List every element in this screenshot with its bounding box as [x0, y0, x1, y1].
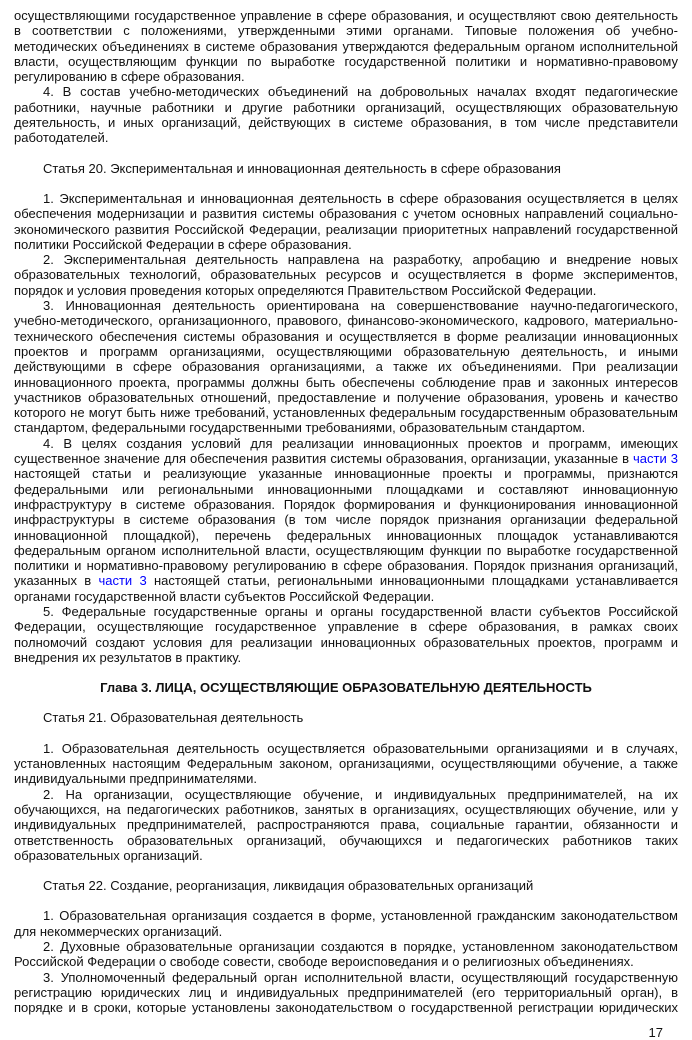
text-run: 4. В целях создания условий для реализации инновационных проектов и программ, имеющих существенное значение для обеспечения развития системы образования, организации, указанные в [14, 435, 678, 467]
paragraph [14, 908, 678, 939]
paragraph [14, 436, 678, 604]
text-run: 2. На организации, осуществляющие обучение, и индивидуальных предпринимателей, на их обучающихся, на педагогических работников, занятых в организациях, осуществляющих обучение, или у индивидуальных предпринимателей, распространяются права, социальные гарантии, обязанности и ответственность образовательных организаций, обучающихся и педагогических работников таких образовательных организаций. [14, 786, 678, 863]
article-heading [14, 710, 678, 725]
text-run: настоящей статьи и реализующие указанные инновационные проекты и программы, признаются федеральными или региональными инновационными площадками и составляют инновационную инфраструктуру в системе образования. Порядок формирования и функционирования инновационной инфраструктуры в системе образования (в том числе порядок признания организации федеральной инновационной площадкой), перечень федеральных инновационных площадок устанавливаются федеральным органом исполнительной власти, осуществляющим функции по выработке государственной политики и нормативно-правовому регулированию в сфере образования. Порядок признания организаций, указанных в [14, 466, 678, 589]
text-run: 1. Экспериментальная и инновационная деятельность в сфере образования осуществляется в целях обеспечения модернизации и развития системы образования с учетом основных направлений социально-экономического развития Российской Федерации, реализации приоритетных направлений государственной политики Российской Федерации в сфере образования. [14, 190, 678, 252]
paragraph [14, 939, 678, 970]
text-run: Глава 3. ЛИЦА, ОСУЩЕСТВЛЯЮЩИЕ ОБРАЗОВАТЕЛЬНУЮ ДЕЯТЕЛЬНОСТЬ [100, 680, 592, 696]
text-run: 2. Духовные образовательные организации создаются в порядке, установленном законодательством Российской Федерации о свободе совести, свободе вероисповедания и о религиозных объединениях. [14, 939, 678, 970]
text-run: 4. В состав учебно-методических объединений на добровольных началах входят педагогические работники, научные работники и другие работники организаций, осуществляющих образовательную деятельность, и иных организаций, действующих в системе образования, в том числе представители работодателей. [14, 84, 678, 146]
link-chasti-3-first[interactable]: части 3 [633, 451, 678, 467]
text-run: Статья 22. Создание, реорганизация, ликвидация образовательных организаций [43, 878, 534, 894]
text-run: 3. Инновационная деятельность ориентирована на совершенствование научно-педагогического, учебно-методического, организационного, правового, финансово-экономического, кадрового, материально-технического обеспечения системы образования и осуществляется в форме реализации инновационных проектов и программ организациями, осуществляющими образовательную деятельность, и иными действующими в сфере образования организациями, а также их объединениями. При реализации инновационного проекта, программы должны быть обеспечены соблюдение прав и законных интересов участников образовательных отношений, предоставление и получение образования, уровень и качество которого не могут быть ниже требований, установленных федеральным государственным образовательным стандартом, федеральными государственными требованиями, образовательным стандартом. [14, 298, 678, 436]
text-run: 2. Экспериментальная деятельность направлена на разработку, апробацию и внедрение новых образовательных технологий, образовательных ресурсов и осуществляется в форме экспериментов, порядок и условия проведения которых определяются Правительством Российской Федерации. [14, 252, 678, 298]
text-run: осуществляющими государственное управление в сфере образования, и осуществляют свою деятельность в соответствии с положениями, утвержденными этими органами. Типовые положения об учебно-методических объединениях в системе образования утверждаются федеральным органом исполнительной власти, осуществляющим функции по выработке государственной политики и нормативно-правовому регулированию в сфере образования. [14, 8, 678, 85]
paragraph [14, 970, 678, 1016]
paragraph [14, 8, 678, 84]
paragraph [14, 298, 678, 436]
text-run: 1. Образовательная деятельность осуществляется образовательными организациями и в случаях, установленных настоящим Федеральным законом, организациями, осуществляющими обучение, а также индивидуальными предпринимателями. [14, 740, 678, 787]
paragraph [14, 252, 678, 298]
paragraph [14, 741, 678, 787]
text-run: 5. Федеральные государственные органы и органы государственной власти субъектов Российской Федерации, осуществляющие государственное управление в сфере образования, в рамках своих полномочий создают условия для реализации инновационных образовательных проектов, программ и внедрения их результатов в практику. [14, 603, 678, 665]
paragraph [14, 787, 678, 863]
text-run: настоящей статьи, региональными инновационными площадками устанавливается органами государственной власти субъектов Российской Федерации. [14, 573, 678, 604]
paragraph [14, 84, 678, 145]
text-run: 1. Образовательная организация создается в форме, установленной гражданским законодательством для некоммерческих организаций. [14, 908, 678, 939]
text-run: 3. Уполномоченный федеральный орган исполнительной власти, осуществляющий государственную регистрацию юридических лиц и индивидуальных предпринимателей (его территориальный орган), в порядке и в сроки, которые установлены законодательством о государственной регистрации юридических [14, 969, 678, 1016]
link-chasti-3-second[interactable]: части 3 [98, 573, 147, 589]
document-body [14, 8, 678, 1016]
page-number: 17 [648, 1024, 663, 1040]
paragraph [14, 191, 678, 252]
paragraph [14, 604, 678, 665]
text-run: Статья 20. Экспериментальная и инновационная деятельность в сфере образования [43, 160, 561, 176]
text-run: Статья 21. Образовательная деятельность [43, 710, 304, 726]
chapter-heading [14, 680, 678, 695]
article-heading [14, 878, 678, 893]
article-heading [14, 161, 678, 176]
